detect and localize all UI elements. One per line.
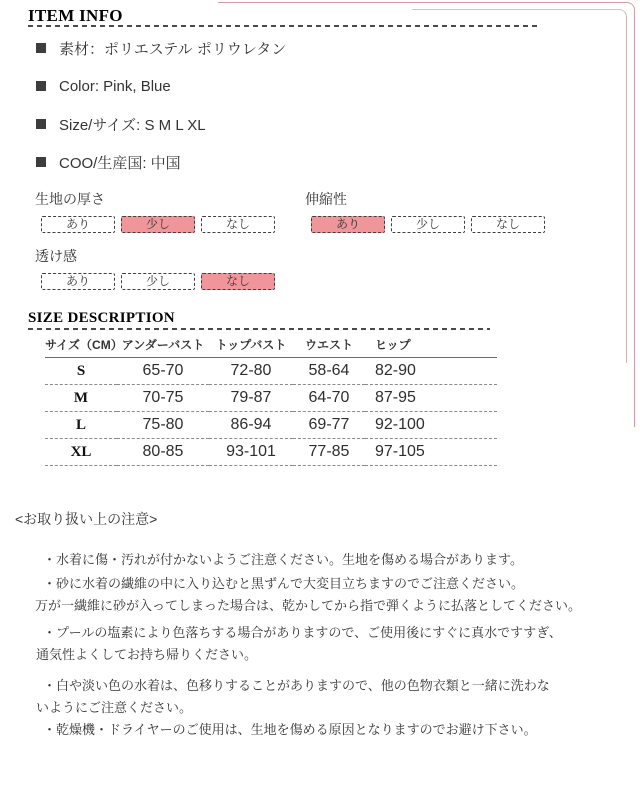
topbust-cell: 79-87 bbox=[209, 385, 293, 412]
care-note-line: 万が一繊維に砂が入ってしまった場合は、乾かしてから指で弾くように払落としてください。 bbox=[35, 598, 582, 613]
col-header-size: サイズ（CM） bbox=[45, 334, 117, 358]
sheerness-group bbox=[33, 246, 275, 290]
bullet-square-icon bbox=[36, 119, 46, 129]
hip-cell: 82-90 bbox=[365, 358, 497, 385]
stretch-options bbox=[311, 216, 545, 233]
size-table bbox=[45, 334, 497, 466]
col-header-underbust: アンダーバスト bbox=[117, 334, 209, 358]
color-label: Color: Pink, Blue bbox=[59, 77, 171, 95]
underbust-cell: 70-75 bbox=[117, 385, 209, 412]
sheerness-option-sukoshi: 少し bbox=[121, 273, 195, 290]
care-note-line: ・砂に水着の繊維の中に入り込むと黒ずんで大変目立ちますのでご注意ください。 bbox=[43, 576, 525, 591]
material-item bbox=[36, 40, 286, 56]
thickness-option-ari: あり bbox=[41, 216, 115, 233]
underbust-cell: 75-80 bbox=[117, 412, 209, 439]
coo-label: COO/生産国: 中国 bbox=[59, 154, 181, 172]
topbust-cell: 72-80 bbox=[209, 358, 293, 385]
hip-cell: 92-100 bbox=[365, 412, 497, 439]
waist-cell: 77-85 bbox=[293, 439, 365, 466]
stretch-option-nashi: なし bbox=[471, 216, 545, 233]
size-table-row-m bbox=[45, 385, 497, 412]
sheerness-label: 透け感 bbox=[35, 248, 77, 264]
size-description-heading: SIZE DESCRIPTION bbox=[28, 310, 175, 326]
size-description-divider bbox=[28, 328, 490, 330]
care-note-line: 通気性よくしてお持ち帰りください。 bbox=[36, 647, 258, 662]
size-label-cell: M bbox=[45, 385, 117, 412]
col-header-topbust: トップバスト bbox=[209, 334, 293, 358]
topbust-cell: 93-101 bbox=[209, 439, 293, 466]
stretch-option-sukoshi: 少し bbox=[391, 216, 465, 233]
underbust-cell: 80-85 bbox=[117, 439, 209, 466]
size-table-row-s bbox=[45, 358, 497, 385]
stretch-option-ari: あり bbox=[311, 216, 385, 233]
bullet-square-icon bbox=[36, 43, 46, 53]
stretch-group bbox=[303, 189, 545, 233]
size-label-cell: S bbox=[45, 358, 117, 385]
care-notes-heading: <お取り扱い上の注意> bbox=[15, 511, 158, 527]
hip-cell: 87-95 bbox=[365, 385, 497, 412]
size-label-cell: L bbox=[45, 412, 117, 439]
material-label: 素材：ポリエステル ポリウレタン bbox=[59, 40, 287, 58]
care-note-line: ・水着に傷・汚れが付かないようご注意ください。生地を傷める場合があります。 bbox=[43, 552, 523, 567]
waist-cell: 64-70 bbox=[293, 385, 365, 412]
care-note-line: いようにご注意ください。 bbox=[36, 700, 193, 715]
size-label: Size/サイズ: S M L XL bbox=[59, 116, 206, 134]
hip-cell: 97-105 bbox=[365, 439, 497, 466]
waist-cell: 69-77 bbox=[293, 412, 365, 439]
thickness-option-nashi: なし bbox=[201, 216, 275, 233]
sheerness-options bbox=[41, 273, 275, 290]
coo-item bbox=[36, 154, 286, 170]
color-item bbox=[36, 78, 286, 94]
size-table-row-xl bbox=[45, 439, 497, 466]
topbust-cell: 86-94 bbox=[209, 412, 293, 439]
col-header-hip: ヒップ bbox=[365, 334, 497, 358]
size-table-row-l bbox=[45, 412, 497, 439]
thickness-option-sukoshi: 少し bbox=[121, 216, 195, 233]
care-note-line: ・白や淡い色の水着は、色移りすることがありますので、他の色物衣類と一緒に洗わな bbox=[43, 678, 550, 693]
fabric-thickness-group bbox=[33, 189, 275, 233]
item-info-heading: ITEM INFO bbox=[28, 6, 123, 25]
stretch-label: 伸縮性 bbox=[305, 191, 347, 207]
item-info-divider bbox=[28, 25, 538, 27]
fabric-thickness-options bbox=[41, 216, 275, 233]
care-note-line: ・プールの塩素により色落ちする場合がありますので、ご使用後にすぐに真水ですすぎ、 bbox=[43, 625, 562, 640]
decorative-pink-frame-inner bbox=[412, 9, 627, 363]
size-table-header-row bbox=[45, 334, 497, 358]
col-header-waist: ウエスト bbox=[293, 334, 365, 358]
care-note-line: ・乾燥機・ドライヤーのご使用は、生地を傷める原因となりますのでお避け下さい。 bbox=[43, 722, 537, 737]
sheerness-option-ari: あり bbox=[41, 273, 115, 290]
bullet-square-icon bbox=[36, 157, 46, 167]
sheerness-option-nashi: なし bbox=[201, 273, 275, 290]
waist-cell: 58-64 bbox=[293, 358, 365, 385]
size-label-cell: XL bbox=[45, 439, 117, 466]
bullet-square-icon bbox=[36, 81, 46, 91]
underbust-cell: 65-70 bbox=[117, 358, 209, 385]
size-item bbox=[36, 116, 286, 132]
item-spec-list bbox=[36, 40, 286, 192]
fabric-thickness-label: 生地の厚さ bbox=[35, 191, 105, 207]
